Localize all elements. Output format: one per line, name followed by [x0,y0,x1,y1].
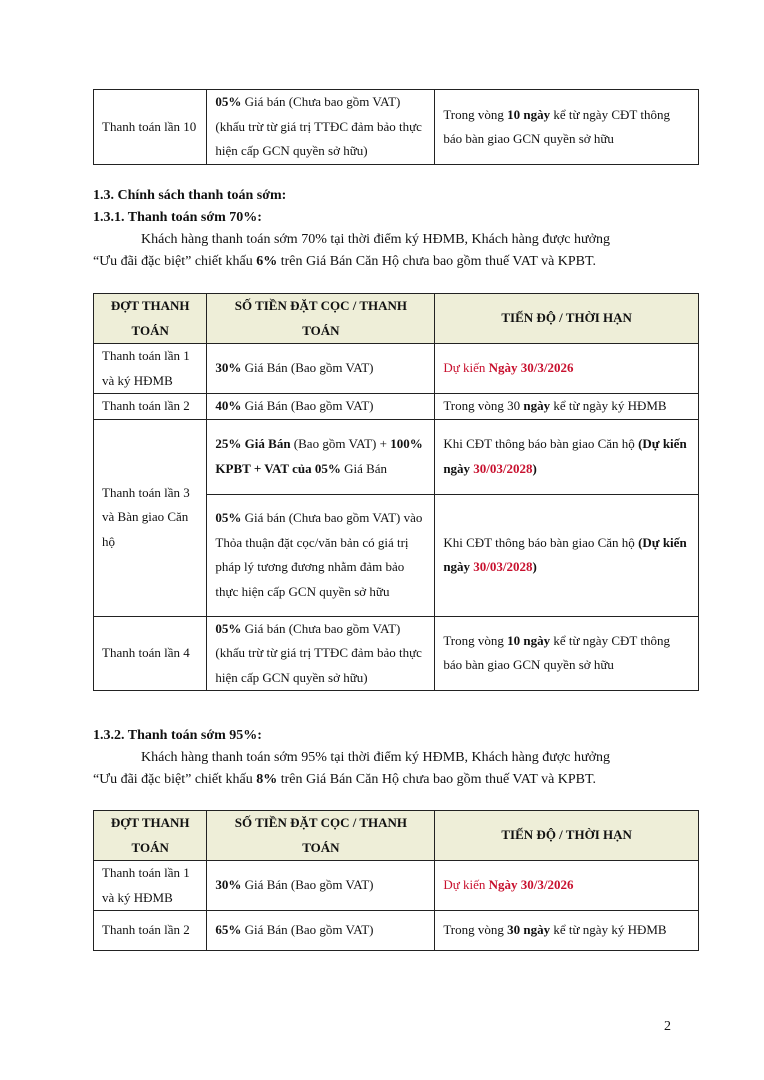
paragraph-line: Khách hàng thanh toán sớm 70% tại thời điểm ký HĐMB, Khách hàng được hưởng [141,232,610,247]
amount-cell: 30% Giá Bán (Bao gồm VAT) [207,861,435,911]
period-cell: Thanh toán lần 2 [94,394,207,420]
amount-cell: 05% Giá bán (Chưa bao gồm VAT) (khấu trừ từ giá trị TTĐC đảm bảo thực hiện cấp GCN quyền sở hữu) [207,90,435,165]
amount-cell: 25% Giá Bán (Bao gồm VAT) + 100% KPBT + VAT của 05% Giá Bán [207,419,435,494]
amount-cell: 30% Giá Bán (Bao gồm VAT) [207,344,435,394]
table-row [94,344,699,394]
period-cell: Thanh toán lần 4 [94,616,207,691]
amount-cell: 40% Giá Bán (Bao gồm VAT) [207,394,435,420]
subsection-heading: 1.3.1. Thanh toán sớm 70%: [93,210,262,225]
table-row [94,90,699,165]
period-cell: Thanh toán lần 10 [94,90,207,165]
header-period: ĐỢT THANH TOÁN [94,294,207,344]
page-number: 2 [664,1019,671,1034]
amount-cell: 65% Giá Bán (Bao gồm VAT) [207,911,435,951]
schedule-cell: Khi CĐT thông báo bàn giao Căn hộ (Dự kiến ngày 30/03/2028) [435,419,699,494]
header-row [94,294,699,344]
amount-cell: 05% Giá bán (Chưa bao gồm VAT) vào Thỏa thuận đặt cọc/văn bản có giá trị pháp lý tương đương nhằm đảm bảo thực hiện cấp GCN quyền sở hữu [207,494,435,616]
schedule-cell: Khi CĐT thông báo bàn giao Căn hộ (Dự kiến ngày 30/03/2028) [435,494,699,616]
table-row [94,861,699,911]
payment-table-continued [93,89,699,165]
schedule-cell: Dự kiến Ngày 30/3/2026 [435,861,699,911]
period-cell: Thanh toán lần 1 và ký HĐMB [94,861,207,911]
period-cell: Thanh toán lần 1 và ký HĐMB [94,344,207,394]
amount-cell: 05% Giá bán (Chưa bao gồm VAT) (khấu trừ từ giá trị TTĐC đảm bảo thực hiện cấp GCN quyền sở hữu) [207,616,435,691]
header-period: ĐỢT THANH TOÁN [94,811,207,861]
table-row [94,616,699,691]
table-row [94,419,699,494]
period-cell: Thanh toán lần 3 và Bàn giao Căn hộ [94,419,207,616]
table-row [94,911,699,951]
period-cell: Thanh toán lần 2 [94,911,207,951]
header-amount: SỐ TIỀN ĐẶT CỌC / THANH TOÁN [207,294,435,344]
paragraph-line: Khách hàng thanh toán sớm 95% tại thời điểm ký HĐMB, Khách hàng được hưởng [141,750,610,765]
schedule-cell: Trong vòng 30 ngày kể từ ngày ký HĐMB [435,394,699,420]
section-heading: 1.3. Chính sách thanh toán sớm: [93,188,287,203]
header-schedule: TIẾN ĐỘ / THỜI HẠN [435,811,699,861]
header-amount: SỐ TIỀN ĐẶT CỌC / THANH TOÁN [207,811,435,861]
payment-table-70 [93,293,699,691]
paragraph-line: “Ưu đãi đặc biệt” chiết khấu 8% trên Giá Bán Căn Hộ chưa bao gồm thuế VAT và KPBT. [93,772,597,787]
subsection-heading: 1.3.2. Thanh toán sớm 95%: [93,728,262,743]
schedule-cell: Trong vòng 10 ngày kể từ ngày CĐT thông báo bàn giao GCN quyền sở hữu [435,90,699,165]
schedule-cell: Dự kiến Ngày 30/3/2026 [435,344,699,394]
schedule-cell: Trong vòng 30 ngày kể từ ngày ký HĐMB [435,911,699,951]
table-row [94,394,699,420]
header-schedule: TIẾN ĐỘ / THỜI HẠN [435,294,699,344]
schedule-cell: Trong vòng 10 ngày kể từ ngày CĐT thông báo bàn giao GCN quyền sở hữu [435,616,699,691]
payment-table-95 [93,810,699,951]
header-row [94,811,699,861]
paragraph-line: “Ưu đãi đặc biệt” chiết khấu 6% trên Giá Bán Căn Hộ chưa bao gồm thuế VAT và KPBT. [93,254,597,269]
